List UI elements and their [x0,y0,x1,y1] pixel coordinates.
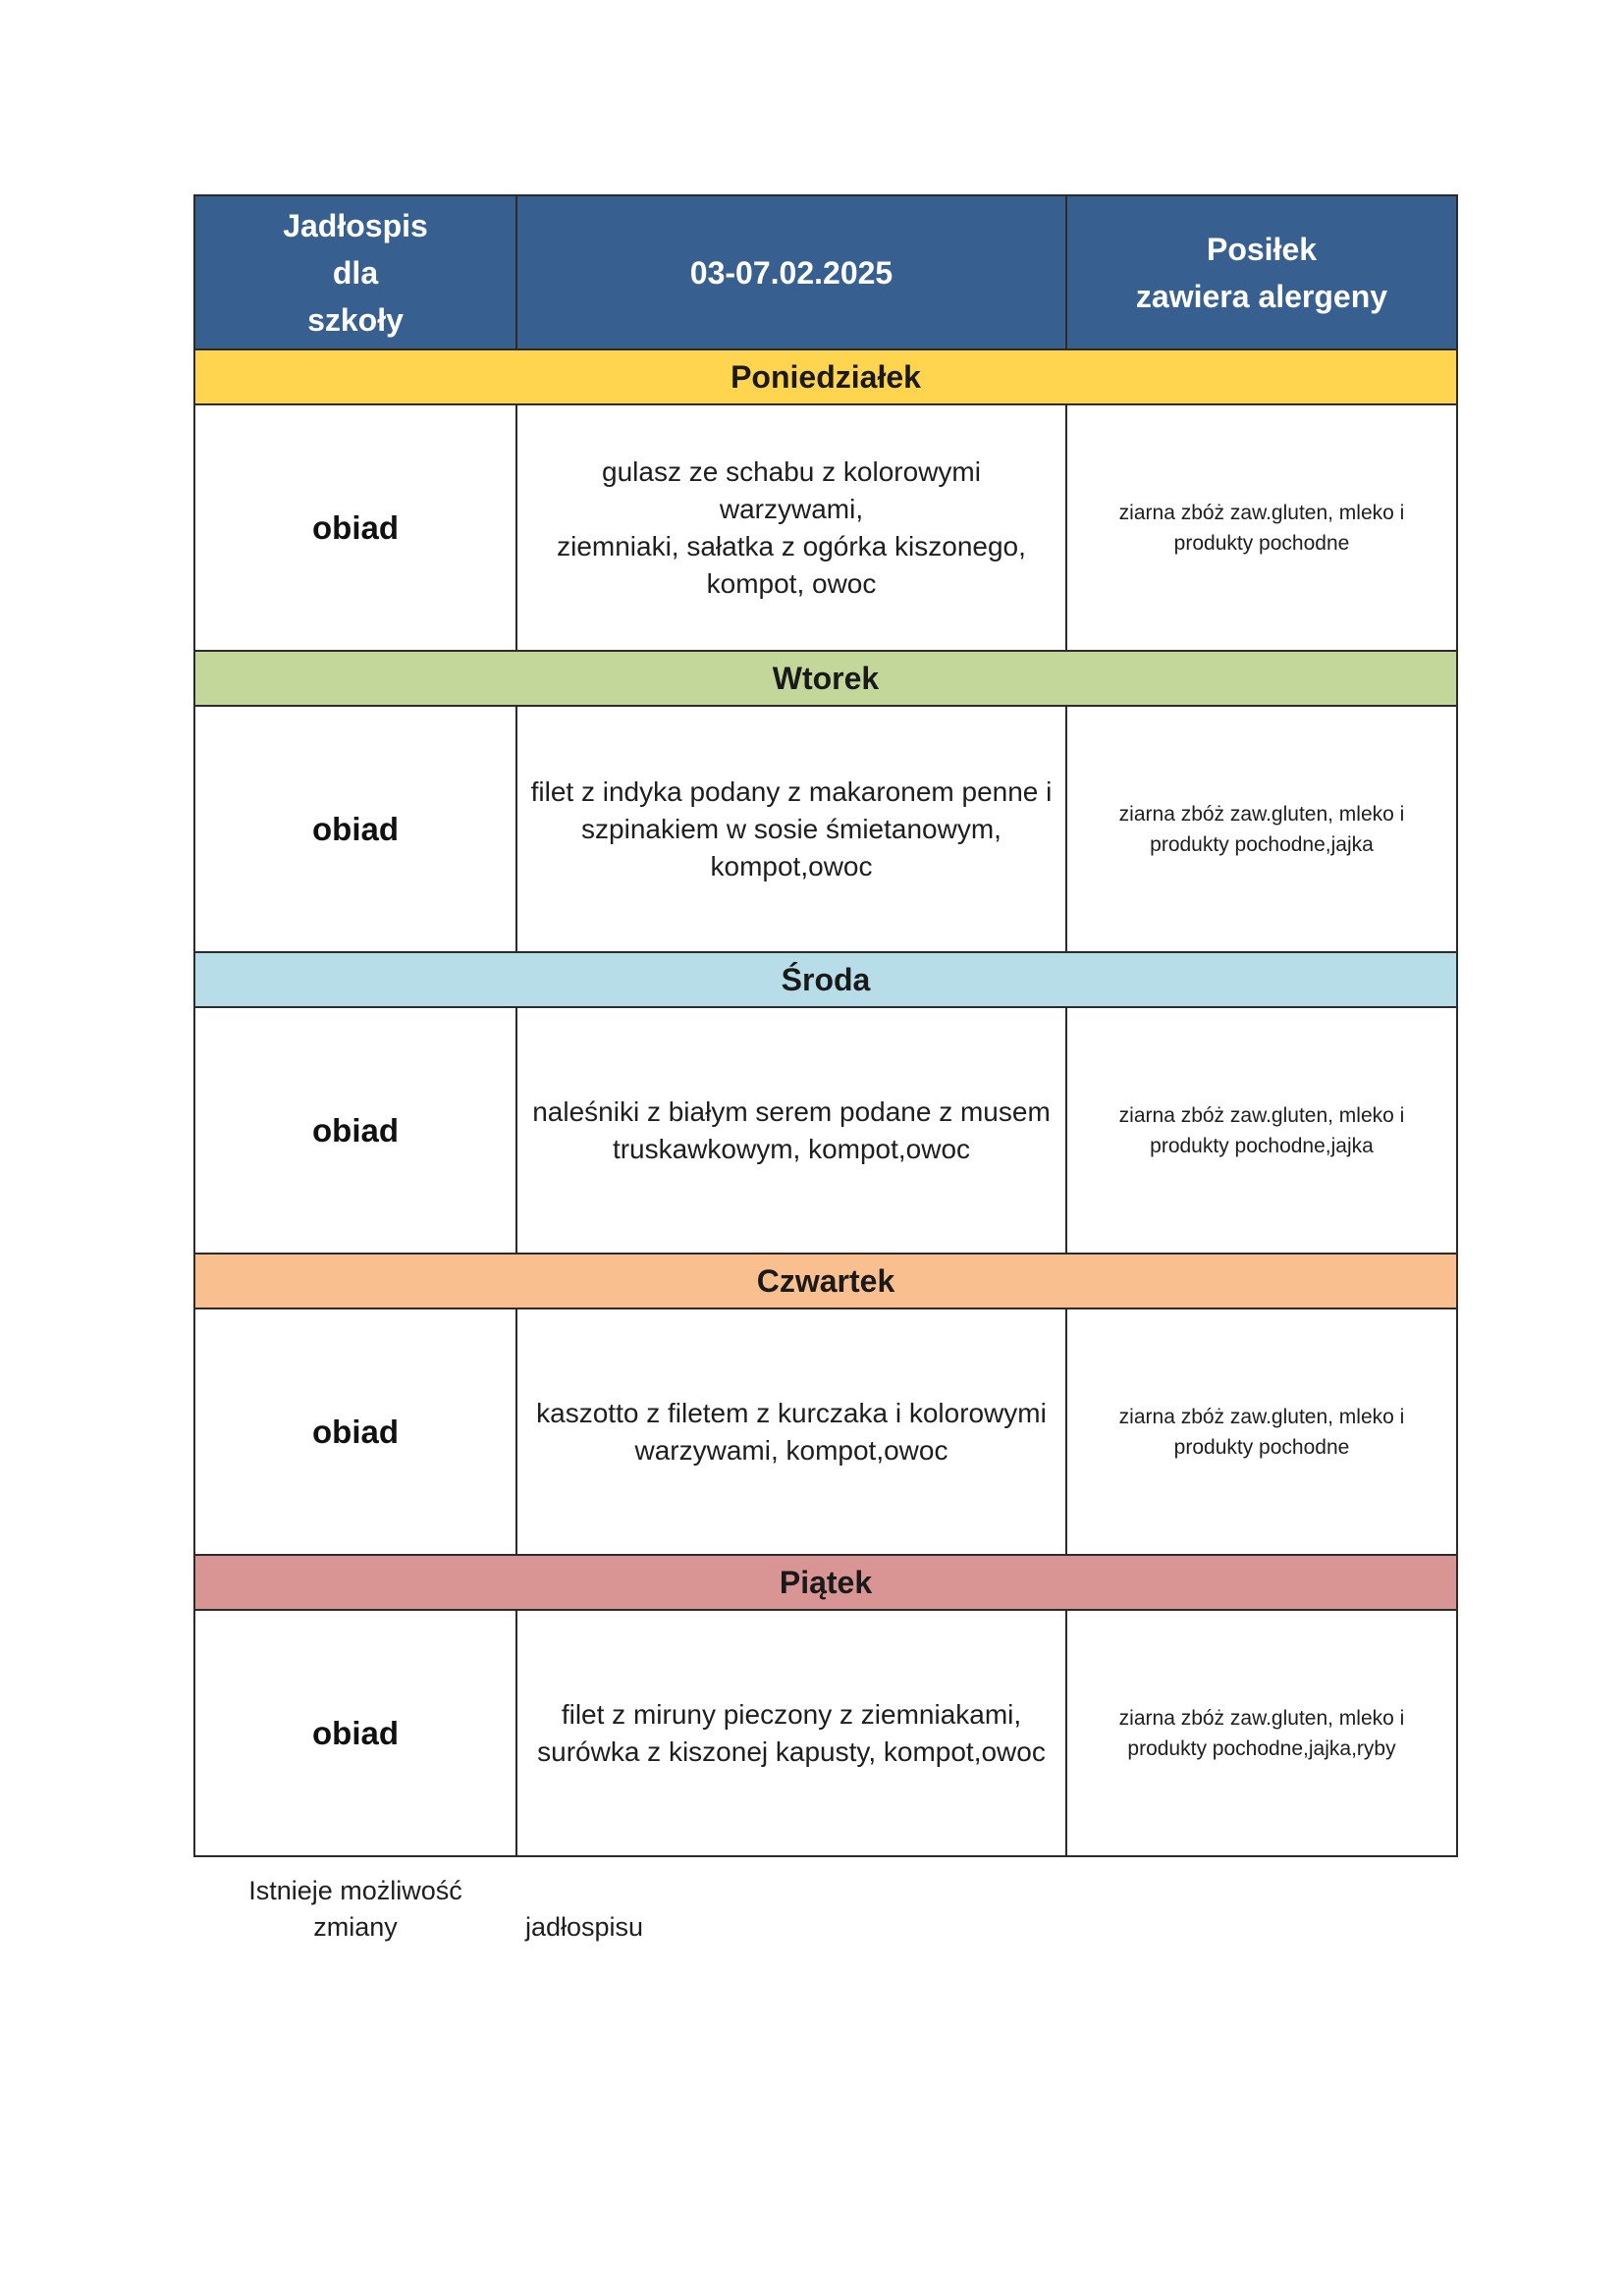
allergen-line: produkty pochodne,jajka [1150,1134,1374,1157]
meal-type-cell [194,404,516,651]
day-row [194,651,1457,706]
menu-title-line: dla [332,254,379,291]
menu-title-cell [194,195,516,349]
meal-row [194,1308,1457,1555]
dish-line: ziemniaki, sałatka z ogórka kiszonego, [557,530,1026,561]
day-name: Piątek [194,1555,1457,1610]
day-name: Wtorek [194,651,1457,706]
change-notice-line: zmiany [313,1912,398,1942]
meal-row [194,1007,1457,1254]
allergen-line: produkty pochodne [1173,1435,1350,1459]
meal-type: obiad [312,1111,399,1148]
date-range-cell [516,195,1066,349]
allergens-header-cell [1066,195,1457,349]
menu-table [193,194,1458,1857]
allergens-header-line: Posiłek [1206,231,1318,267]
dish-cell [516,404,1066,651]
dish-line: szpinakiem w sosie śmietanowym, [581,813,1001,844]
day-name: Środa [194,952,1457,1007]
dish-line: surówka z kiszonej kapusty, kompot,owoc [537,1735,1046,1767]
allergens-cell [1066,1007,1457,1254]
allergen-line: produkty pochodne,jajka,ryby [1127,1736,1396,1760]
meal-type: obiad [312,810,399,847]
allergens-cell [1066,1308,1457,1555]
allergen-line: produkty pochodne [1173,531,1350,555]
day-row [194,1555,1457,1610]
allergen-line: ziarna zbóż zaw.gluten, mleko i [1118,1405,1405,1428]
day-row [194,349,1457,404]
allergen-line: ziarna zbóż zaw.gluten, mleko i [1118,501,1405,524]
meal-type-cell [194,1308,516,1555]
meal-type-cell [194,1007,516,1254]
menu-table-body [194,195,1457,1856]
dish-line: truskawkowym, kompot,owoc [612,1133,971,1164]
dish-line: kompot, owoc [706,567,877,599]
allergens-cell [1066,1610,1457,1856]
allergens-cell [1066,404,1457,651]
meal-row [194,404,1457,651]
dish-line: naleśniki z białym serem podane z musem [532,1095,1051,1127]
meal-type-cell [194,706,516,952]
allergen-line: ziarna zbóż zaw.gluten, mleko i [1118,1103,1405,1127]
date-range: 03-07.02.2025 [689,254,893,291]
dish-line: kompot,owoc [710,850,873,881]
dish-cell [516,706,1066,952]
dish-cell [516,1007,1066,1254]
menu-title-line: szkoły [307,301,404,338]
meal-type: obiad [312,508,399,546]
allergens-cell [1066,706,1457,952]
dish-line: warzywami, kompot,owoc [634,1434,948,1466]
change-notice-tail: jadłospisu [525,1912,644,1942]
day-name: Poniedziałek [194,349,1457,404]
dish-line: gulasz ze schabu z kolorowymi warzywami, [602,455,981,524]
change-notice [238,1873,473,1946]
meal-row [194,1610,1457,1856]
meal-row [194,706,1457,952]
meal-type: obiad [312,1714,399,1751]
meal-type-cell [194,1610,516,1856]
header-row [194,195,1457,349]
allergen-line: ziarna zbóż zaw.gluten, mleko i [1118,1706,1405,1730]
allergens-header-line: zawiera alergeny [1135,278,1388,314]
allergen-line: produkty pochodne,jajka [1150,832,1374,856]
allergen-line: ziarna zbóż zaw.gluten, mleko i [1118,802,1405,826]
day-row [194,952,1457,1007]
dish-line: filet z indyka podany z makaronem penne i [530,775,1053,807]
dish-cell [516,1308,1066,1555]
dish-line: kaszotto z filetem z kurczaka i kolorowymi [536,1397,1047,1428]
day-name: Czwartek [194,1254,1457,1308]
menu-title-line: Jadłospis [283,207,428,243]
dish-cell [516,1610,1066,1856]
dish-line: filet z miruny pieczony z ziemniakami, [561,1698,1022,1730]
meal-type: obiad [312,1413,399,1450]
day-row [194,1254,1457,1308]
change-notice-line: Istnieje możliwość [248,1876,462,1905]
